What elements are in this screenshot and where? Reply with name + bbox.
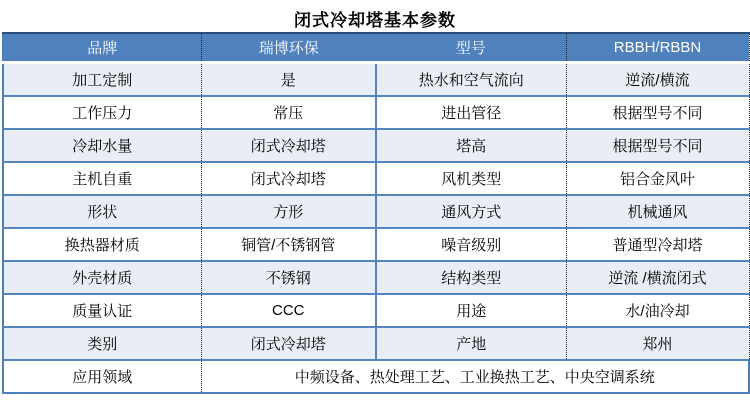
table-row-shell-material xyxy=(3,261,749,294)
header-brand-value: 瑞博环保 xyxy=(201,33,376,63)
param-value: 根据型号不同 xyxy=(566,96,749,129)
param-value: 根据型号不同 xyxy=(566,129,749,162)
table-row-application xyxy=(3,360,749,393)
param-value: 普通型冷却塔 xyxy=(566,228,749,261)
param-value: 闭式冷却塔 xyxy=(201,162,376,195)
param-value: 逆流/横流 xyxy=(566,63,749,97)
param-value: 机械通风 xyxy=(566,195,749,228)
param-label: 噪音级别 xyxy=(376,228,566,261)
param-label: 热水和空气流向 xyxy=(376,63,566,97)
table-row-shape xyxy=(3,195,749,228)
param-label: 外壳材质 xyxy=(3,261,201,294)
param-label: 形状 xyxy=(3,195,201,228)
param-label: 用途 xyxy=(376,294,566,327)
param-value: 铜管/不锈钢管 xyxy=(201,228,376,261)
param-value: 方形 xyxy=(201,195,376,228)
param-label: 通风方式 xyxy=(376,195,566,228)
table-row-working-pressure xyxy=(3,96,749,129)
param-label: 换热器材质 xyxy=(3,228,201,261)
param-value: 铝合金风叶 xyxy=(566,162,749,195)
param-label: 主机自重 xyxy=(3,162,201,195)
table-row-quality-cert xyxy=(3,294,749,327)
table-row-machine-weight xyxy=(3,162,749,195)
param-label: 工作压力 xyxy=(3,96,201,129)
param-label: 类别 xyxy=(3,327,201,360)
table-row-exchanger-material xyxy=(3,228,749,261)
param-value: 郑州 xyxy=(566,327,749,360)
param-label: 加工定制 xyxy=(3,63,201,97)
spec-table xyxy=(2,32,750,394)
param-label: 结构类型 xyxy=(376,261,566,294)
table-row-cooling-water xyxy=(3,129,749,162)
param-value: 闭式冷却塔 xyxy=(201,129,376,162)
param-label: 进出管径 xyxy=(376,96,566,129)
table-row-custom-processing xyxy=(3,63,749,97)
param-label: 应用领域 xyxy=(3,360,201,393)
header-row xyxy=(3,33,749,63)
param-value: 是 xyxy=(201,63,376,97)
param-label: 塔高 xyxy=(376,129,566,162)
header-model-value: RBBH/RBBN xyxy=(566,33,749,63)
param-value-merged: 中频设备、热处理工艺、工业换热工艺、中央空调系统 xyxy=(201,360,749,393)
page-title: 闭式冷却塔基本参数 xyxy=(294,11,456,30)
param-value: 闭式冷却塔 xyxy=(201,327,376,360)
param-label: 产地 xyxy=(376,327,566,360)
param-value: 水/油冷却 xyxy=(566,294,749,327)
header-model-label: 型号 xyxy=(376,33,566,63)
param-label: 风机类型 xyxy=(376,162,566,195)
param-value: CCC xyxy=(201,294,376,327)
param-value: 不锈钢 xyxy=(201,261,376,294)
param-value: 逆流 /横流闭式 xyxy=(566,261,749,294)
param-value: 常压 xyxy=(201,96,376,129)
param-label: 质量认证 xyxy=(3,294,201,327)
header-brand-label: 品牌 xyxy=(3,33,201,63)
table-row-category xyxy=(3,327,749,360)
param-label: 冷却水量 xyxy=(3,129,201,162)
